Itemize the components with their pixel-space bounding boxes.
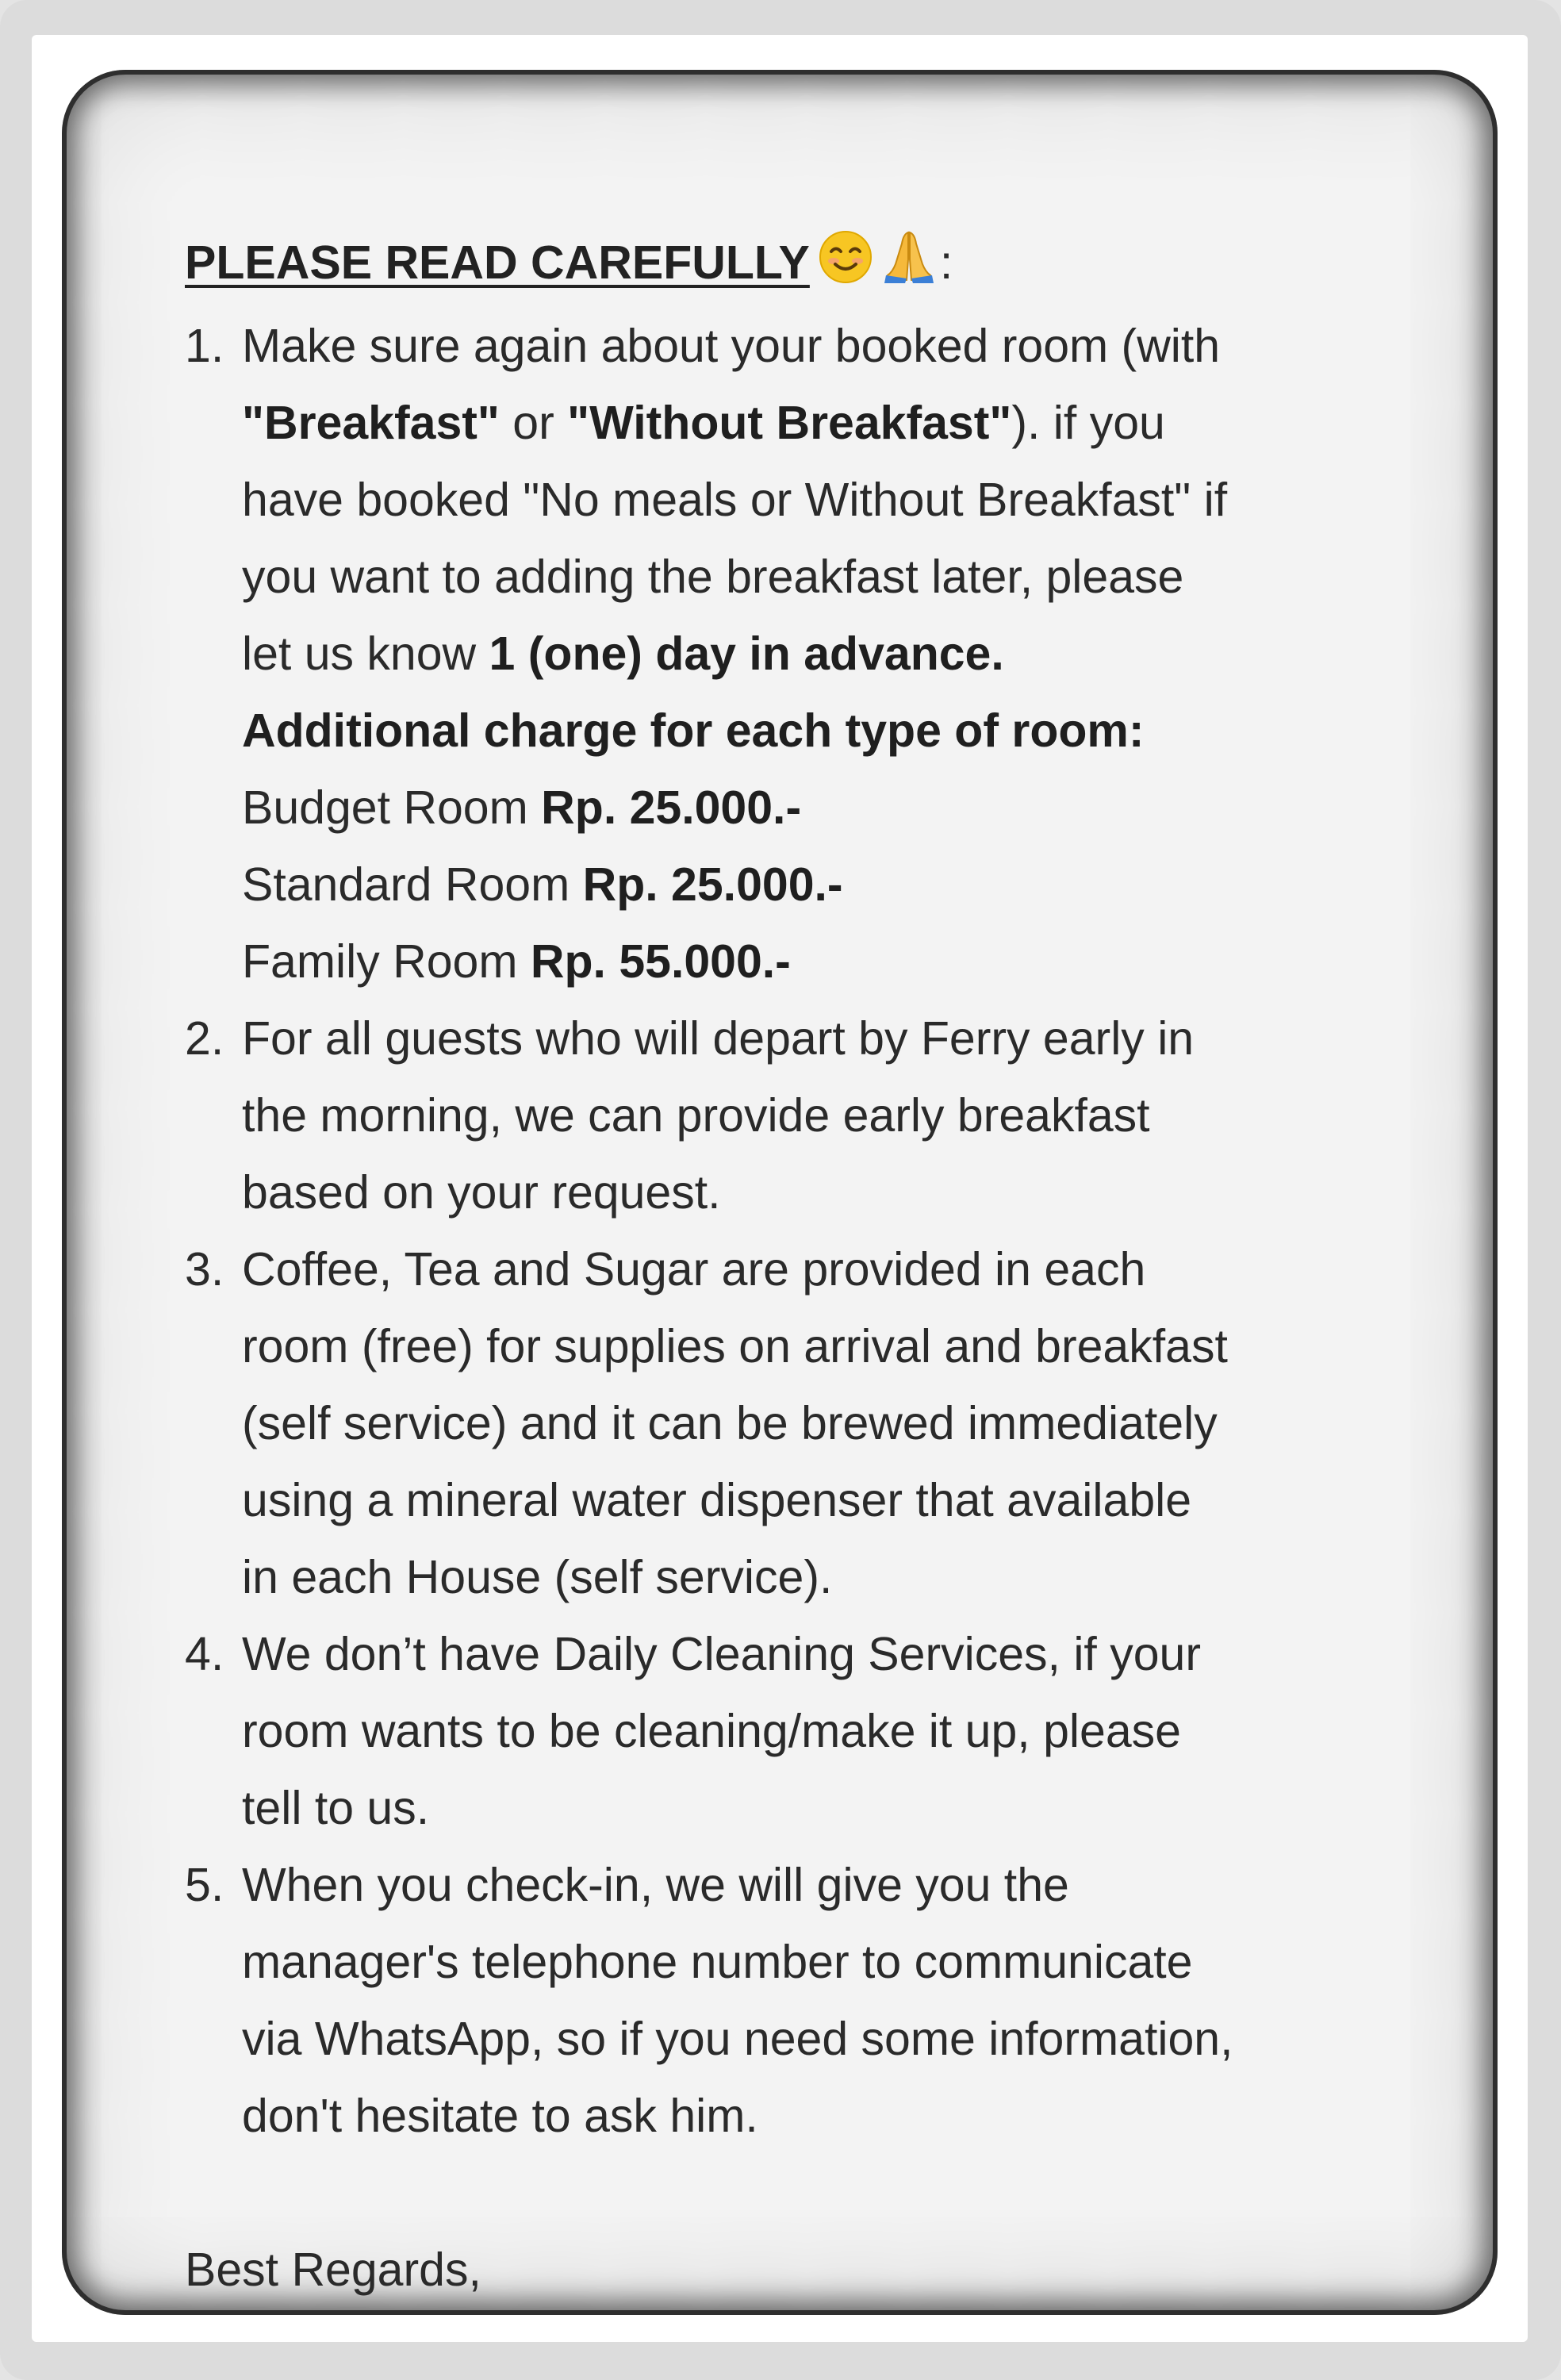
folded-hands-icon — [881, 228, 937, 308]
bold-text: "Without Breakfast" — [567, 397, 1012, 449]
list-item-line — [242, 1462, 1470, 1539]
list-item — [185, 1616, 1470, 1847]
list-item-number: 2. — [185, 1012, 224, 1065]
bold-text: Rp. 55.000.- — [530, 935, 791, 988]
text-segment: When you check-in, we will give you the — [242, 1859, 1069, 1911]
list-item-line — [242, 1770, 1470, 1847]
text-segment: For all guests who will depart by Ferry early in — [242, 1012, 1195, 1065]
text-segment: using a mineral water dispenser that available — [242, 1474, 1192, 1526]
heading-colon: : — [939, 236, 953, 289]
bold-text: 1 (one) day in advance. — [489, 628, 1004, 680]
text-segment: Make sure again about your booked room (with — [242, 320, 1221, 372]
list-item-line — [242, 1077, 1470, 1154]
list-item-line — [242, 1539, 1470, 1616]
text-segment: Budget Room — [242, 781, 542, 834]
text-segment: room wants to be cleaning/make it up, please — [242, 1705, 1181, 1757]
list-item-line — [242, 923, 1470, 1000]
text-segment: ). if you — [1011, 397, 1165, 449]
list-item-number: 4. — [185, 1628, 224, 1680]
list-item-line — [242, 1308, 1470, 1385]
text-segment: manager's telephone number to communicate — [242, 1936, 1193, 1988]
list-item-line — [242, 308, 1470, 385]
notice-heading-line — [185, 225, 1470, 308]
text-segment: the morning, we can provide early breakfast — [242, 1089, 1150, 1142]
text-segment: in each House (self service). — [242, 1551, 833, 1603]
text-segment: don't hesitate to ask him. — [242, 2090, 758, 2142]
list-item-line — [242, 693, 1470, 770]
list-item — [185, 308, 1470, 1000]
list-item — [185, 1231, 1470, 1616]
list-item-line — [242, 1000, 1470, 1077]
text-segment: Standard Room — [242, 858, 583, 911]
text-segment: We don’t have Daily Cleaning Services, if your — [242, 1628, 1201, 1680]
list-item-line — [242, 539, 1470, 616]
list-item — [185, 1847, 1470, 2155]
list-item-line — [242, 462, 1470, 539]
text-segment: or — [499, 397, 568, 449]
bold-text: "Breakfast" — [242, 397, 500, 449]
list-item-line — [242, 1385, 1470, 1462]
spacer — [185, 2155, 1470, 2232]
text-segment: (self service) and it can be brewed immediately — [242, 1397, 1218, 1449]
list-item — [185, 1000, 1470, 1231]
list-item-number: 1. — [185, 320, 224, 372]
notice-card — [62, 70, 1498, 2315]
smiling-face-icon — [818, 229, 873, 308]
list-item-number: 5. — [185, 1859, 224, 1911]
text-segment: Coffee, Tea and Sugar are provided in each — [242, 1243, 1146, 1296]
text-segment: room (free) for supplies on arrival and breakfast — [242, 1320, 1228, 1372]
list-item-line — [242, 1924, 1470, 2001]
bold-text: Rp. 25.000.- — [582, 858, 843, 911]
list-item-line — [242, 770, 1470, 846]
text-segment: Family Room — [242, 935, 531, 988]
list-item-line — [242, 2078, 1470, 2155]
list-item-line — [242, 1231, 1470, 1308]
text-segment: have booked "No meals or Without Breakfast" if — [242, 474, 1228, 526]
text-segment: let us know — [242, 628, 489, 680]
notice-heading: PLEASE READ CAREFULLY — [185, 236, 810, 289]
list-item-line — [242, 2001, 1470, 2078]
notice-list — [185, 308, 1470, 2155]
text-segment: tell to us. — [242, 1782, 430, 1834]
list-item-line — [242, 385, 1470, 462]
notice-content — [185, 225, 1470, 2309]
list-item-line — [242, 1154, 1470, 1231]
list-item-line — [242, 1693, 1470, 1770]
text-segment: based on your request. — [242, 1166, 721, 1219]
text-segment: you want to adding the breakfast later, please — [242, 551, 1184, 603]
bold-text: Additional charge for each type of room: — [242, 704, 1145, 757]
closing-text: Best Regards, — [185, 2244, 481, 2296]
list-item-line — [242, 1847, 1470, 1924]
list-item-line — [242, 846, 1470, 923]
list-item-number: 3. — [185, 1243, 224, 1296]
bold-text: Rp. 25.000.- — [541, 781, 802, 834]
list-item-line — [242, 616, 1470, 693]
list-item-line — [242, 1616, 1470, 1693]
text-segment: via WhatsApp, so if you need some information, — [242, 2013, 1233, 2065]
